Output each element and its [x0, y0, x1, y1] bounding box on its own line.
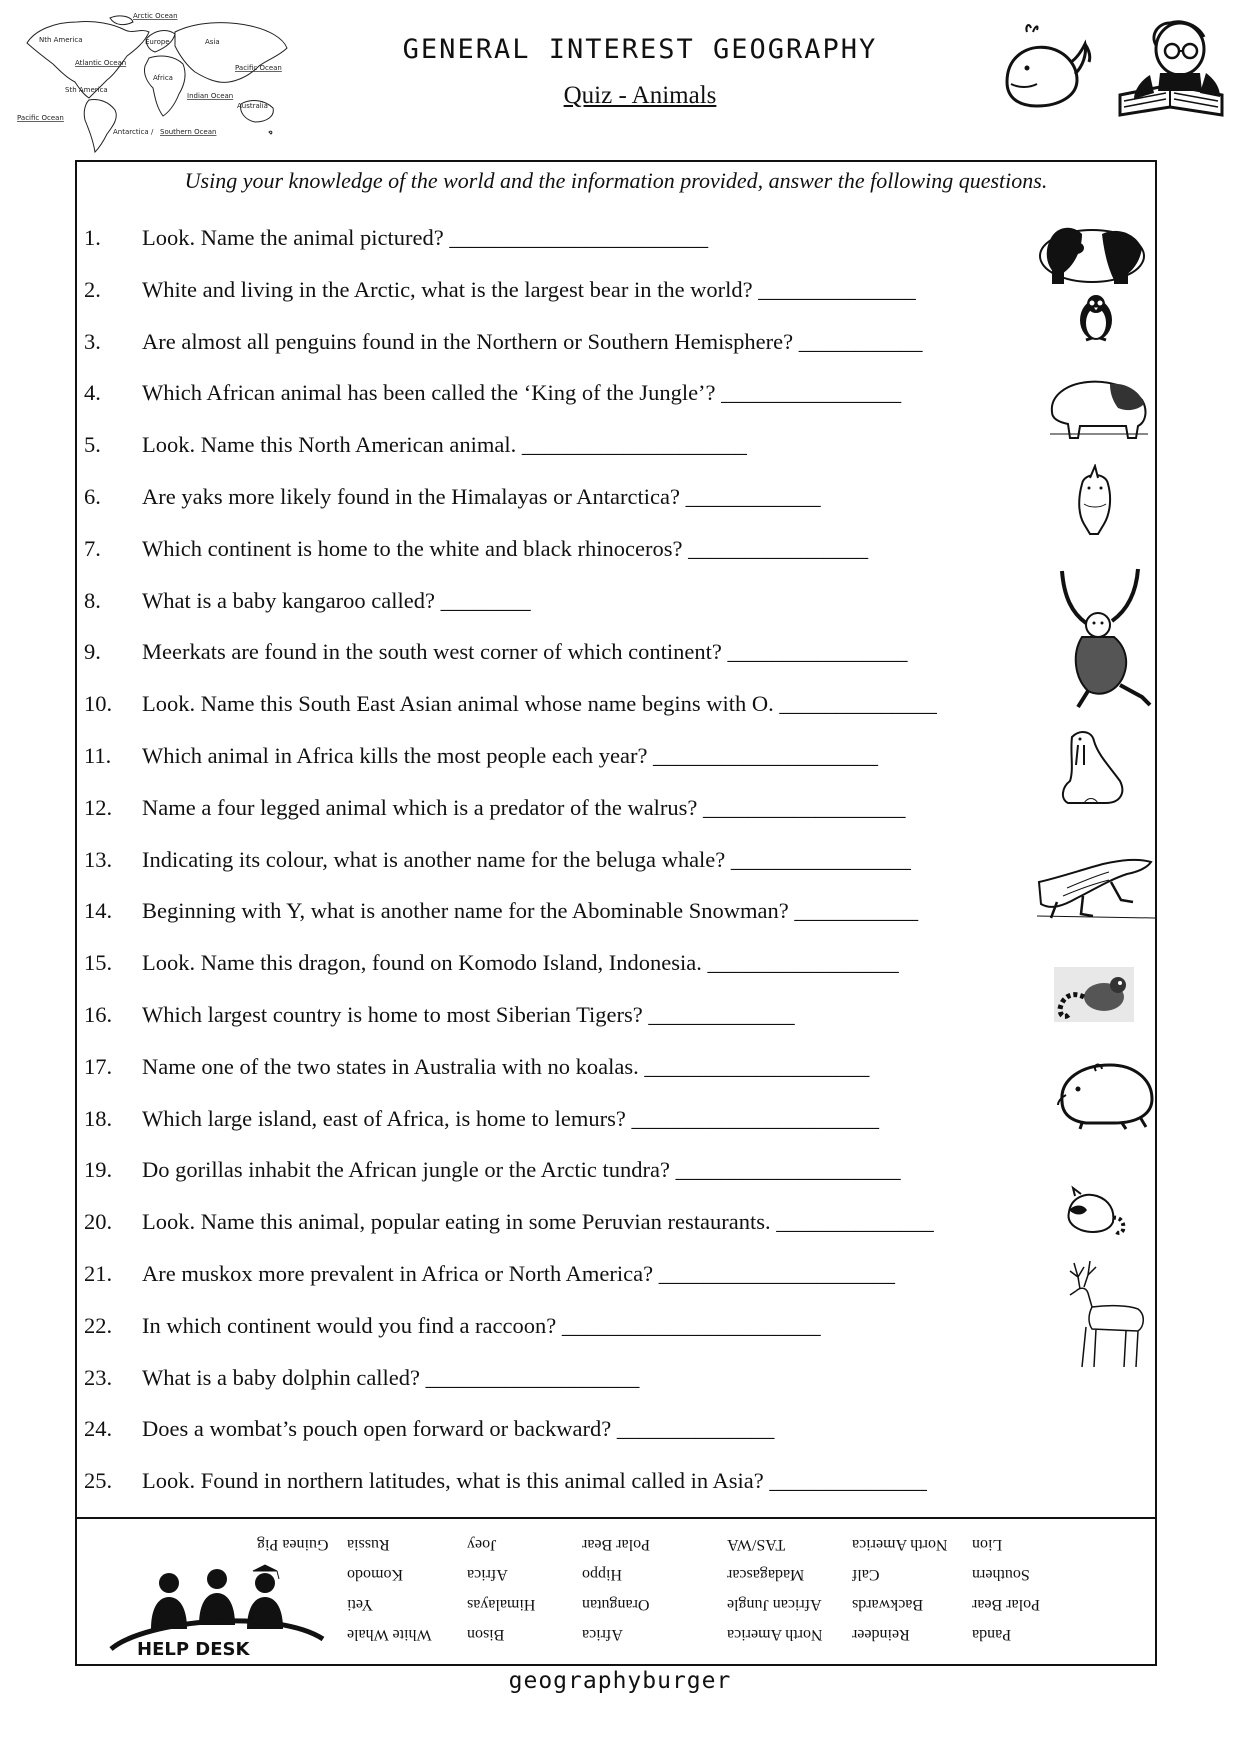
question-number: 8.: [84, 587, 101, 613]
footer-brand: geographyburger: [508, 1668, 732, 1694]
question-text: Meerkats are found in the south west corner of which continent? ________________: [142, 639, 908, 665]
lemur-icon: [1054, 967, 1134, 1022]
panda-icon: [1032, 212, 1150, 286]
help-desk-answer: North America: [852, 1536, 948, 1553]
question-number: 1.: [84, 225, 101, 250]
question-text: Are muskox more prevalent in Africa or North America? _____________________: [142, 1260, 895, 1286]
question-text: White and living in the Arctic, what is the largest bear in the world? ______________: [142, 276, 916, 302]
question-item: [84, 885, 1044, 937]
help-desk-logo: [107, 1559, 327, 1657]
question-text: Does a wombat’s pouch open forward or backward? ______________: [142, 1416, 775, 1442]
question-text: Indicating its colour, what is another name for the beluga whale? ________________: [142, 846, 911, 872]
question-item: [84, 1093, 1044, 1145]
question-item: [84, 1041, 1044, 1093]
map-label-australia: Australia: [237, 102, 268, 110]
question-number: 16.: [84, 1001, 113, 1027]
page-subtitle: Quiz - Animals: [563, 82, 717, 109]
orangutan-icon: [1042, 567, 1152, 709]
question-number: 11.: [84, 742, 112, 768]
help-desk-answer: Southern: [972, 1566, 1030, 1583]
question-number: 17.: [84, 1053, 113, 1079]
question-item: [84, 678, 1044, 730]
question-text: Are yaks more likely found in the Himalayas or Antarctica? ____________: [142, 483, 821, 509]
help-desk-answer: Yeti: [347, 1596, 373, 1613]
map-label-atlantic: Atlantic Ocean: [75, 59, 127, 67]
question-text: Which largest country is home to most Siberian Tigers? _____________: [142, 1001, 795, 1027]
map-label-pacific-east: Pacific Ocean: [235, 64, 282, 72]
question-number: 18.: [84, 1105, 113, 1131]
question-number: 10.: [84, 691, 113, 717]
question-item: [84, 782, 1044, 834]
question-number: 19.: [84, 1157, 113, 1183]
help-desk-answer: Calf: [852, 1566, 880, 1583]
help-desk-answer: Joey: [467, 1536, 497, 1553]
help-desk-panel: [77, 1517, 1155, 1664]
question-text: Look. Name this animal, popular eating in some Peruvian restaurants. ______________: [142, 1209, 934, 1235]
question-item: [84, 471, 1044, 523]
help-desk-logo-text: HELP DESK: [137, 1639, 250, 1657]
question-item: [84, 575, 1044, 627]
question-number: 23.: [84, 1364, 113, 1390]
question-number: 25.: [84, 1468, 113, 1494]
question-number: 21.: [84, 1260, 113, 1286]
world-map-image: [15, 8, 305, 153]
question-item: [84, 1403, 1044, 1455]
reindeer-icon: [1052, 1257, 1152, 1372]
quiz-box: [75, 160, 1157, 1666]
question-number: 22.: [84, 1312, 113, 1338]
question-number: 24.: [84, 1416, 113, 1442]
professor-reading-icon: [1110, 15, 1230, 123]
question-number: 20.: [84, 1209, 113, 1235]
map-label-arctic: Arctic Ocean: [133, 12, 178, 20]
help-desk-answer: Madagascar: [727, 1566, 805, 1583]
question-text: Beginning with Y, what is another name for the Abominable Snowman? ___________: [142, 898, 919, 924]
question-item: [84, 1196, 1044, 1248]
map-label-asia: Asia: [205, 38, 220, 46]
question-item: [84, 367, 1044, 419]
question-item: [84, 419, 1044, 471]
question-number: 12.: [84, 794, 113, 820]
komodo-dragon-icon: [1037, 852, 1155, 924]
question-number: 6.: [84, 483, 101, 509]
help-desk-answer: Polar Bear: [582, 1536, 650, 1553]
question-text: What is a baby dolphin called? ___________________: [142, 1364, 640, 1390]
question-number: 15.: [84, 950, 113, 976]
bison-icon: [1040, 372, 1152, 442]
map-label-sth-america: Sth America: [65, 86, 108, 94]
question-text: Are almost all penguins found in the Northern or Southern Hemisphere? ___________: [142, 328, 923, 354]
help-desk-answer: Africa: [582, 1626, 623, 1643]
rhinoceros-icon: [1062, 464, 1127, 536]
question-number: 4.: [84, 380, 101, 406]
instructions: Using your knowledge of the world and the information provided, answer the following questions.: [184, 168, 1048, 193]
question-item: [84, 212, 1044, 264]
question-text: Which continent is home to the white and black rhinoceros? ________________: [142, 535, 869, 561]
question-text: Look. Name this South East Asian animal whose name begins with O. ______________: [142, 691, 937, 717]
map-label-indian: Indian Ocean: [187, 92, 234, 100]
question-item: [84, 626, 1044, 678]
map-label-africa: Africa: [153, 74, 173, 82]
question-number: 9.: [84, 639, 101, 665]
help-desk-answer: Reindeer: [852, 1626, 910, 1643]
map-label-europe: Europe: [145, 38, 170, 46]
help-desk-answer: Africa: [467, 1566, 508, 1583]
whale-icon: [997, 22, 1092, 117]
question-number: 5.: [84, 432, 101, 458]
question-item: [84, 1248, 1044, 1300]
question-item: [84, 834, 1044, 886]
question-text: Look. Name this North American animal. ____________________: [142, 432, 747, 458]
question-number: 14.: [84, 898, 113, 924]
help-desk-answer: Hippo: [582, 1566, 622, 1583]
question-number: 13.: [84, 846, 113, 872]
help-desk-answer: Panda: [972, 1626, 1012, 1643]
help-desk-answer: Guinea Pig: [257, 1536, 329, 1553]
map-label-southern: Southern Ocean: [160, 128, 217, 136]
help-desk-answer: African Jungle: [727, 1596, 822, 1613]
help-desk-answer: Backwards: [852, 1596, 924, 1613]
penguin-icon: [1074, 292, 1118, 342]
question-text: Name one of the two states in Australia with no koalas. ____________________: [142, 1053, 870, 1079]
question-number: 7.: [84, 535, 101, 561]
question-text: Which large island, east of Africa, is home to lemurs? ______________________: [142, 1105, 879, 1131]
question-text: Do gorillas inhabit the African jungle or the Arctic tundra? ____________________: [142, 1157, 901, 1183]
question-item: [84, 523, 1044, 575]
question-item: [84, 989, 1044, 1041]
help-desk-answer: North America: [727, 1626, 823, 1643]
map-label-divider: /: [151, 128, 154, 136]
question-number: 2.: [84, 276, 101, 302]
help-desk-answer: Lion: [972, 1536, 1003, 1553]
help-desk-answer: TAS/WA: [727, 1536, 786, 1553]
help-desk-answer: Polar Bear: [972, 1596, 1040, 1613]
help-desk-answer: Himalayas: [467, 1596, 536, 1613]
map-label-antarctica: Antarctica: [113, 128, 149, 136]
question-item: [84, 1300, 1044, 1352]
question-item: [84, 1144, 1044, 1196]
question-text: What is a baby kangaroo called? ________: [142, 587, 531, 613]
question-item: [84, 1455, 1044, 1507]
question-number: 3.: [84, 328, 101, 354]
question-text: In which continent would you find a raccoon? _______________________: [142, 1312, 821, 1338]
question-text: Name a four legged animal which is a predator of the walrus? __________________: [142, 794, 906, 820]
question-text: Look. Found in northern latitudes, what is this animal called in Asia? ______________: [142, 1468, 927, 1494]
help-desk-answer: Russia: [347, 1536, 390, 1553]
question-text: Which animal in Africa kills the most people each year? ____________________: [142, 742, 879, 768]
walrus-icon: [1054, 727, 1129, 807]
question-item: [84, 937, 1044, 989]
question-item: [84, 316, 1044, 368]
raccoon-icon: [1057, 1182, 1127, 1237]
question-item: [84, 1352, 1044, 1404]
map-label-pacific-west: Pacific Ocean: [17, 114, 64, 122]
question-item: [84, 264, 1044, 316]
guinea-pig-icon: [1052, 1057, 1157, 1132]
page-title: GENERAL INTEREST GEOGRAPHY: [402, 34, 878, 65]
question-text: Which African animal has been called the ‘King of the Jungle’? ________________: [142, 380, 902, 406]
help-desk-answer: Orangutan: [582, 1596, 650, 1613]
question-list: [84, 212, 1044, 1507]
question-text: Look. Name this dragon, found on Komodo Island, Indonesia. _________________: [142, 950, 899, 976]
question-item: [84, 730, 1044, 782]
help-desk-answer: Bison: [467, 1626, 505, 1643]
help-desk-answer: White Whale: [347, 1626, 432, 1643]
map-label-nth-america: Nth America: [39, 36, 83, 44]
question-text: Look. Name the animal pictured? _______________________: [142, 225, 709, 250]
help-desk-answer: Komodo: [347, 1566, 403, 1583]
